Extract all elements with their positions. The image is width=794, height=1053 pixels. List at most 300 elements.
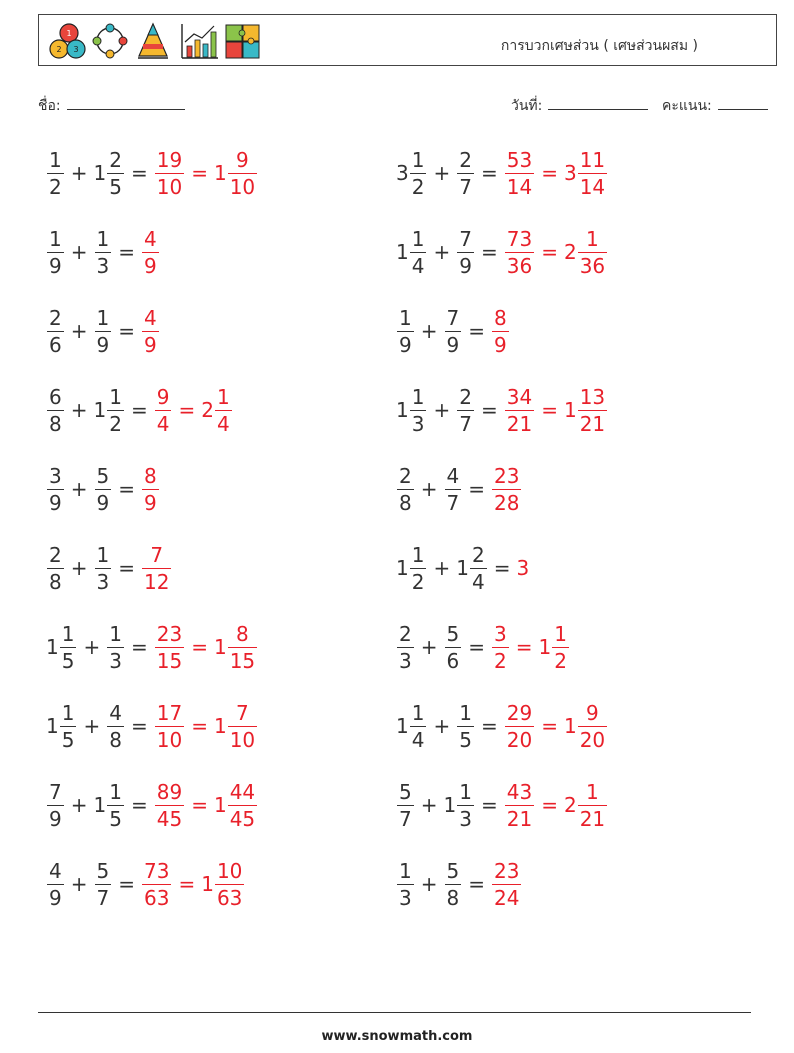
numerator: 43 <box>506 779 533 804</box>
denominator: 6 <box>49 332 62 357</box>
fraction <box>228 700 257 753</box>
denominator: 9 <box>49 885 62 910</box>
puzzle-icon <box>226 25 259 58</box>
answer <box>504 700 608 753</box>
fraction <box>410 384 427 437</box>
plus-sign: + <box>70 398 88 422</box>
problem-20 <box>396 854 522 914</box>
fraction <box>457 779 474 832</box>
plus-sign: + <box>83 635 101 659</box>
denominator: 3 <box>459 806 472 831</box>
equals-sign: = <box>480 714 498 738</box>
denominator: 5 <box>109 174 122 199</box>
pyramid-icon <box>138 24 168 58</box>
problem-7 <box>46 380 233 440</box>
equals-sign: = <box>118 319 135 343</box>
equals-sign: = <box>468 477 485 501</box>
fraction <box>155 384 172 437</box>
fraction <box>47 147 64 200</box>
whole-part: 1 <box>538 635 552 659</box>
fraction <box>215 384 232 437</box>
denominator: 3 <box>399 885 412 910</box>
equals-sign: = <box>541 240 558 264</box>
mixed-number <box>456 700 475 753</box>
denominator: 5 <box>109 806 122 831</box>
numerator: 73 <box>144 858 170 883</box>
numerator: 2 <box>49 542 62 567</box>
whole-part: 1 <box>563 398 577 422</box>
equals-sign: = <box>130 161 148 185</box>
numerator: 8 <box>144 463 157 488</box>
whole-part: 1 <box>213 714 227 738</box>
fraction <box>142 305 159 358</box>
date-label: วันที่: <box>511 98 543 114</box>
fraction <box>142 542 171 595</box>
mixed-number <box>94 305 113 358</box>
equals-sign: = <box>541 714 558 738</box>
denominator: 36 <box>579 253 606 278</box>
numerator: 23 <box>494 463 520 488</box>
mixed-number <box>106 621 125 674</box>
whole-part: 1 <box>46 635 59 659</box>
denominator: 45 <box>156 806 183 831</box>
numerator: 4 <box>144 305 157 330</box>
mixed-number <box>444 779 475 832</box>
numerator: 44 <box>229 779 256 804</box>
plus-sign: + <box>420 319 438 343</box>
denominator: 24 <box>494 885 520 910</box>
denominator: 8 <box>446 885 460 910</box>
mixed-number <box>214 779 258 832</box>
whole-part: 1 <box>396 556 409 580</box>
mixed-number <box>46 226 65 279</box>
numerator: 5 <box>446 621 460 646</box>
numerator: 1 <box>49 147 62 172</box>
problem-17 <box>46 775 258 835</box>
date-blank[interactable] <box>548 95 648 110</box>
mixed-number <box>94 147 125 200</box>
fraction <box>155 147 184 200</box>
numerator: 1 <box>586 779 599 804</box>
fraction <box>492 858 521 911</box>
fraction <box>445 858 462 911</box>
mixed-number <box>564 226 608 279</box>
plus-sign: + <box>70 477 88 501</box>
svg-text:1: 1 <box>66 29 72 38</box>
fraction <box>445 621 462 674</box>
numerator: 1 <box>109 384 122 409</box>
mixed-number <box>444 463 463 516</box>
mixed-number <box>504 700 535 753</box>
equals-sign: = <box>191 635 208 659</box>
numerator: 2 <box>471 542 485 567</box>
denominator: 21 <box>506 411 533 436</box>
numerator: 4 <box>446 463 460 488</box>
denominator: 3 <box>399 648 412 673</box>
numerator: 7 <box>49 779 62 804</box>
mixed-number <box>94 858 113 911</box>
numerator: 1 <box>411 384 425 409</box>
numerator: 9 <box>156 384 170 409</box>
problem-10 <box>396 459 522 519</box>
numerator: 1 <box>411 226 425 251</box>
mixed-number <box>504 779 535 832</box>
plus-sign: + <box>420 872 438 896</box>
numerator: 5 <box>96 858 110 883</box>
whole-part: 1 <box>213 793 227 817</box>
problem-2 <box>396 143 608 203</box>
mixed-number <box>444 621 463 674</box>
numerator: 2 <box>459 147 472 172</box>
mixed-number <box>456 542 487 595</box>
numerator: 2 <box>399 463 412 488</box>
numerator: 5 <box>446 858 460 883</box>
numerator: 3 <box>494 621 507 646</box>
mixed-number <box>444 858 463 911</box>
equals-sign: = <box>191 161 208 185</box>
mixed-number <box>396 384 427 437</box>
numerator: 7 <box>459 226 472 251</box>
numerator: 1 <box>49 226 62 251</box>
denominator: 10 <box>156 174 183 199</box>
plus-sign: + <box>420 635 438 659</box>
mixed-number <box>564 700 608 753</box>
equals-sign: = <box>118 872 135 896</box>
fraction <box>228 621 257 674</box>
mixed-number <box>491 621 510 674</box>
denominator: 4 <box>471 569 485 594</box>
numerator: 1 <box>216 384 230 409</box>
bar-chart-icon <box>182 24 218 58</box>
mixed-number <box>396 858 415 911</box>
whole-part: 3 <box>563 161 577 185</box>
plus-sign: + <box>433 398 451 422</box>
denominator: 8 <box>49 569 62 594</box>
mixed-number <box>141 226 160 279</box>
fraction <box>60 621 77 674</box>
date-field <box>511 95 648 117</box>
mixed-number <box>214 147 258 200</box>
mixed-number <box>396 226 427 279</box>
whole-part: 1 <box>396 240 409 264</box>
fraction <box>47 779 64 832</box>
equals-sign: = <box>480 793 498 817</box>
answer <box>504 226 608 279</box>
denominator: 14 <box>506 174 533 199</box>
mixed-number <box>504 384 535 437</box>
fraction <box>397 463 414 516</box>
equals-sign: = <box>541 161 558 185</box>
numerator: 73 <box>506 226 533 251</box>
numerator: 1 <box>61 700 75 725</box>
fraction <box>228 779 257 832</box>
fraction <box>445 463 462 516</box>
equals-sign: = <box>468 319 485 343</box>
fraction <box>107 621 124 674</box>
fraction <box>505 779 534 832</box>
mixed-number <box>46 384 65 437</box>
footer-url: www.snowmath.com <box>321 1029 473 1044</box>
denominator: 2 <box>411 174 425 199</box>
problem-16 <box>396 696 608 756</box>
plus-sign: + <box>70 319 88 343</box>
plus-sign: + <box>433 161 451 185</box>
equals-sign: = <box>130 635 148 659</box>
numerator: 4 <box>144 226 157 251</box>
fraction <box>505 226 534 279</box>
fraction <box>47 305 64 358</box>
denominator: 9 <box>96 332 110 357</box>
fraction <box>95 305 112 358</box>
denominator: 15 <box>156 648 183 673</box>
numerator: 1 <box>109 779 122 804</box>
answer <box>504 384 608 437</box>
fraction <box>397 305 414 358</box>
fraction <box>155 621 184 674</box>
whole-part: 1 <box>93 398 107 422</box>
denominator: 63 <box>216 885 243 910</box>
mixed-number <box>106 700 125 753</box>
denominator: 5 <box>459 727 472 752</box>
fraction <box>470 542 487 595</box>
fraction <box>47 226 64 279</box>
numerator: 2 <box>49 305 62 330</box>
numerator: 1 <box>96 542 110 567</box>
mixed-number <box>46 305 65 358</box>
fraction <box>578 384 607 437</box>
denominator: 10 <box>156 727 183 752</box>
numerator: 1 <box>61 621 75 646</box>
mixed-number <box>456 226 475 279</box>
numerator: 13 <box>579 384 606 409</box>
numerator: 9 <box>236 147 249 172</box>
equals-sign: = <box>118 477 135 501</box>
name-blank[interactable] <box>67 95 185 110</box>
header-box <box>38 14 777 66</box>
denominator: 4 <box>216 411 230 436</box>
numerator: 10 <box>216 858 243 883</box>
numerator: 9 <box>586 700 599 725</box>
denominator: 8 <box>49 411 62 436</box>
denominator: 63 <box>144 885 170 910</box>
mixed-number <box>201 858 245 911</box>
mixed-number <box>46 147 65 200</box>
numerator: 8 <box>236 621 249 646</box>
denominator: 3 <box>411 411 425 436</box>
mixed-number <box>94 542 113 595</box>
answer <box>154 384 233 437</box>
venn-icon <box>50 24 85 58</box>
numerator: 6 <box>49 384 62 409</box>
problem-8 <box>396 380 608 440</box>
numerator: 1 <box>399 858 412 883</box>
whole-part: 3 <box>396 161 409 185</box>
denominator: 4 <box>156 411 170 436</box>
mixed-number <box>154 621 185 674</box>
fraction <box>552 621 569 674</box>
mixed-number <box>491 858 522 911</box>
plus-sign: + <box>83 714 101 738</box>
mixed-number <box>46 463 65 516</box>
denominator: 3 <box>96 569 110 594</box>
problem-19 <box>46 854 245 914</box>
fraction <box>578 226 607 279</box>
denominator: 28 <box>494 490 520 515</box>
fraction <box>47 384 64 437</box>
numerator: 1 <box>459 700 472 725</box>
plus-sign: + <box>70 872 88 896</box>
denominator: 7 <box>446 490 460 515</box>
denominator: 2 <box>109 411 122 436</box>
equals-sign: = <box>493 556 511 580</box>
answer <box>491 858 522 911</box>
svg-text:2: 2 <box>56 45 62 54</box>
name-field <box>38 95 185 117</box>
fraction <box>47 858 64 911</box>
logo-strip <box>42 20 267 62</box>
problem-6 <box>396 301 510 361</box>
problem-1 <box>46 143 258 203</box>
problem-11 <box>46 538 172 598</box>
mixed-number <box>396 700 427 753</box>
fraction <box>155 700 184 753</box>
numerator: 1 <box>96 226 110 251</box>
denominator: 21 <box>579 806 606 831</box>
denominator: 8 <box>399 490 412 515</box>
answer <box>516 556 529 580</box>
problem-3 <box>46 222 160 282</box>
fraction <box>492 305 509 358</box>
numerator: 4 <box>109 700 122 725</box>
mixed-number <box>154 700 185 753</box>
fraction <box>578 700 607 753</box>
fraction <box>95 226 112 279</box>
mixed-number <box>201 384 232 437</box>
answer <box>154 779 258 832</box>
mixed-number <box>564 779 608 832</box>
fraction <box>215 858 244 911</box>
mixed-number <box>46 542 65 595</box>
answer <box>154 700 258 753</box>
equals-sign: = <box>118 240 135 264</box>
plus-sign: + <box>433 714 451 738</box>
denominator: 7 <box>459 174 472 199</box>
mixed-number <box>504 226 535 279</box>
whole-part: 3 <box>516 556 530 580</box>
denominator: 21 <box>506 806 533 831</box>
whole-part: 1 <box>456 556 469 580</box>
denominator: 21 <box>579 411 606 436</box>
denominator: 15 <box>229 648 256 673</box>
mixed-number <box>396 621 415 674</box>
equals-sign: = <box>178 872 196 896</box>
score-blank[interactable] <box>718 95 768 110</box>
fraction <box>155 779 184 832</box>
denominator: 45 <box>229 806 256 831</box>
name-label: ชื่อ: <box>38 98 61 114</box>
score-field <box>662 95 768 117</box>
denominator: 2 <box>554 648 567 673</box>
denominator: 4 <box>411 253 425 278</box>
denominator: 9 <box>49 490 62 515</box>
fraction <box>142 226 159 279</box>
whole-part: 2 <box>563 793 577 817</box>
fraction <box>95 463 112 516</box>
denominator: 9 <box>49 806 62 831</box>
denominator: 4 <box>411 727 425 752</box>
denominator: 3 <box>96 253 110 278</box>
numerator: 1 <box>586 226 599 251</box>
numerator: 1 <box>554 621 567 646</box>
score-label: คะแนน: <box>662 98 712 114</box>
denominator: 20 <box>506 727 533 752</box>
fraction <box>397 621 414 674</box>
answer <box>504 779 608 832</box>
numerator: 5 <box>399 779 412 804</box>
whole-part: 2 <box>563 240 577 264</box>
denominator: 9 <box>446 332 460 357</box>
whole-part: 1 <box>396 714 409 738</box>
numerator: 53 <box>506 147 533 172</box>
denominator: 5 <box>61 727 75 752</box>
plus-sign: + <box>420 793 438 817</box>
equals-sign: = <box>191 714 208 738</box>
fraction <box>457 700 474 753</box>
mixed-number <box>396 147 427 200</box>
fraction <box>445 305 462 358</box>
worksheet-title: การบวกเศษส่วน ( เศษส่วนผสม ) <box>500 38 698 54</box>
denominator: 2 <box>49 174 62 199</box>
denominator: 9 <box>49 253 62 278</box>
mixed-number <box>94 226 113 279</box>
whole-part: 1 <box>213 635 227 659</box>
whole-part: 1 <box>563 714 577 738</box>
numerator: 1 <box>411 147 425 172</box>
denominator: 2 <box>494 648 507 673</box>
numerator: 34 <box>506 384 533 409</box>
numerator: 7 <box>236 700 249 725</box>
equals-sign: = <box>468 635 485 659</box>
fraction <box>107 700 124 753</box>
fraction <box>60 700 77 753</box>
numerator: 1 <box>96 305 110 330</box>
fraction <box>228 147 257 200</box>
mixed-number <box>154 147 185 200</box>
fraction <box>410 700 427 753</box>
numerator: 2 <box>399 621 412 646</box>
mixed-number <box>214 700 258 753</box>
numerator: 89 <box>156 779 183 804</box>
problem-5 <box>46 301 160 361</box>
numerator: 19 <box>156 147 183 172</box>
mixed-number <box>396 779 415 832</box>
mixed-number <box>564 147 608 200</box>
numerator: 2 <box>459 384 472 409</box>
numerator: 1 <box>109 621 122 646</box>
plus-sign: + <box>433 240 451 264</box>
fraction <box>142 858 171 911</box>
equals-sign: = <box>515 635 533 659</box>
answer <box>154 147 258 200</box>
mixed-number <box>396 463 415 516</box>
denominator: 9 <box>144 332 157 357</box>
numerator: 1 <box>399 305 412 330</box>
mixed-number <box>456 147 475 200</box>
mixed-number <box>154 384 173 437</box>
numerator: 7 <box>446 305 460 330</box>
equals-sign: = <box>480 240 498 264</box>
whole-part: 2 <box>201 398 214 422</box>
